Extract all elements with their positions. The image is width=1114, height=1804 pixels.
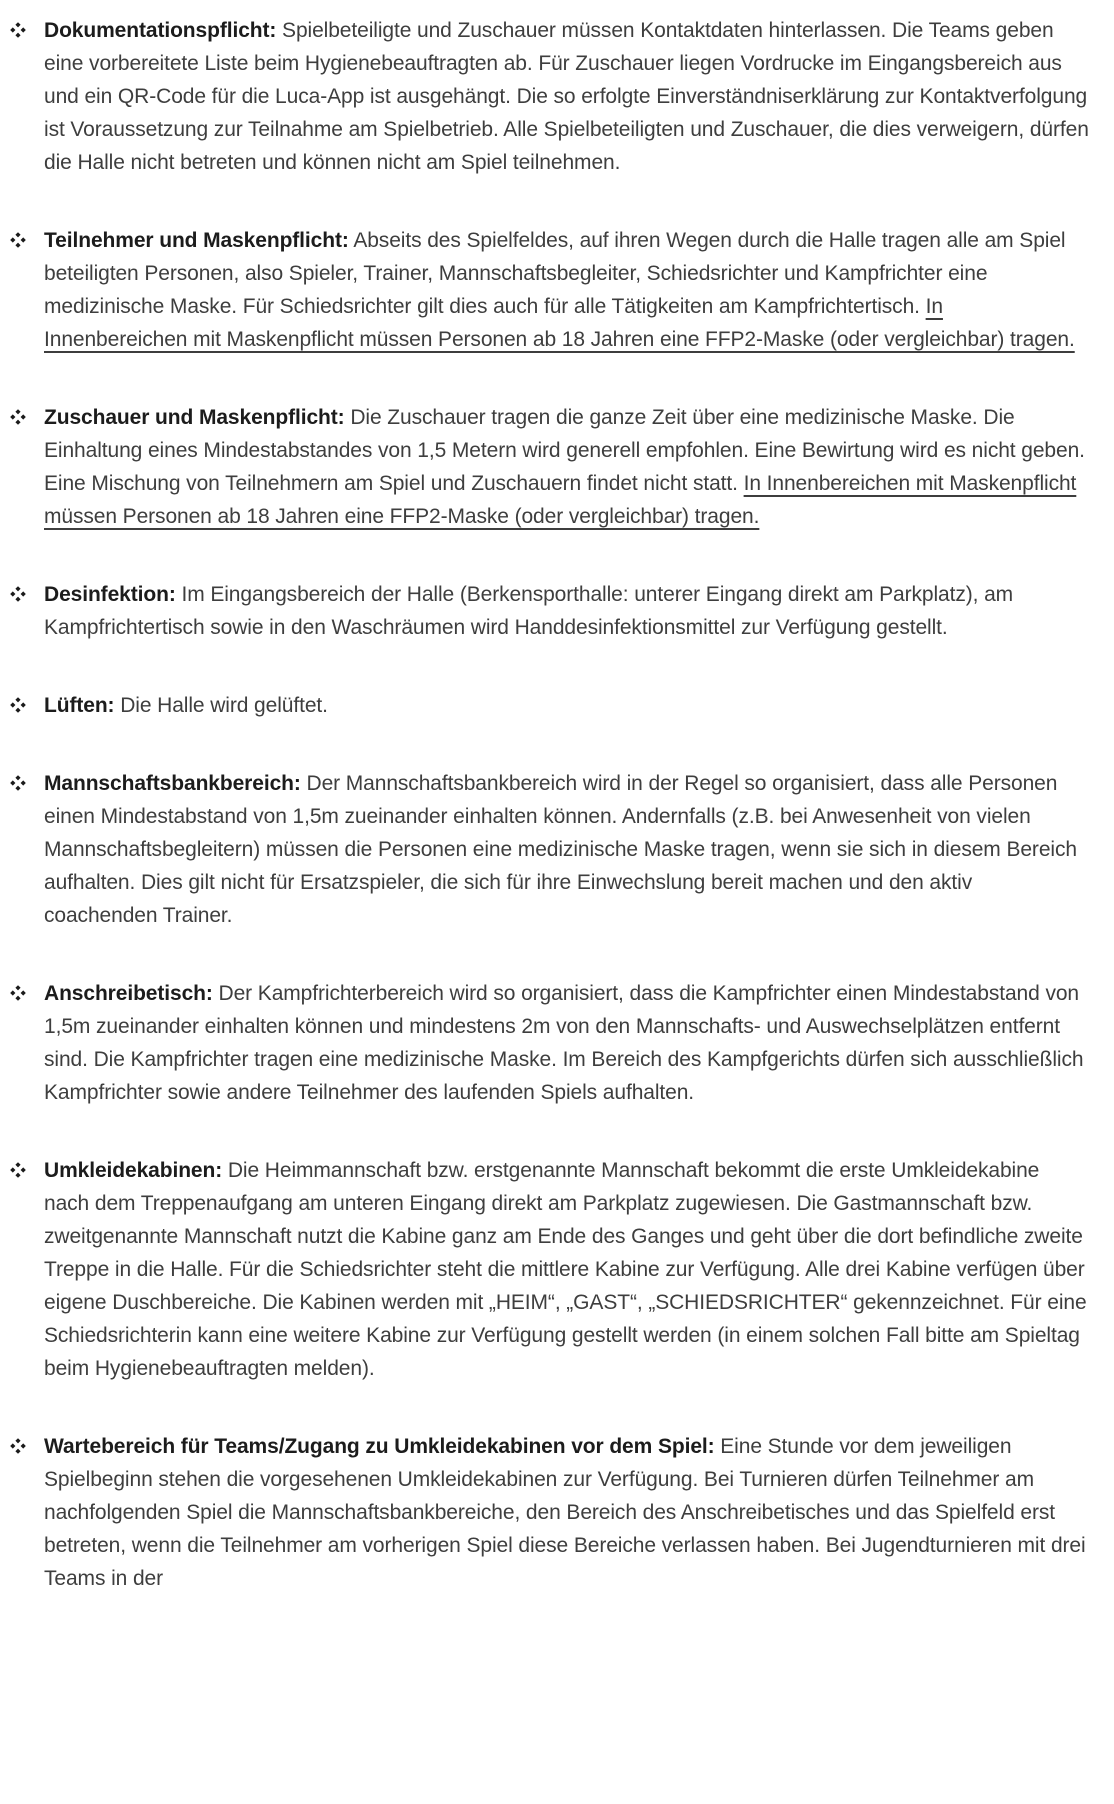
list-item — [10, 977, 1096, 1109]
section-paragraph — [44, 767, 1090, 932]
list-item — [10, 1154, 1096, 1385]
section-paragraph — [44, 1154, 1090, 1385]
section-paragraph — [44, 977, 1090, 1109]
list-item — [10, 14, 1096, 179]
diamond-cluster-bullet-icon — [10, 578, 44, 602]
diamond-cluster-bullet-icon — [10, 1154, 44, 1178]
section-title: Dokumentationspflicht: — [44, 19, 277, 42]
section-title: Lüften: — [44, 694, 115, 717]
section-body-text: Eine Stunde vor dem jeweiligen Spielbeginn stehen die vorgesehenen Umkleidekabinen zur Verfügung. Bei Turnieren dürfen Teilnehmer am nachfolgenden Spiel die Mannschaftsbankbereiche, den Bereich des Anschreibetisches und das Spielfeld erst betreten, wenn die Teilnehmer am vorherigen Spiel diese Bereiche verlassen haben. Bei Jugendturnieren mit drei Teams in der — [44, 1435, 1086, 1590]
section-paragraph — [44, 1430, 1090, 1595]
section-title: Mannschaftsbankbereich: — [44, 772, 301, 795]
section-body-text: Die Halle wird gelüftet. — [114, 694, 328, 717]
list-item — [10, 578, 1096, 644]
section-title: Wartebereich für Teams/Zugang zu Umkleidekabinen vor dem Spiel: — [44, 1435, 715, 1458]
section-title: Desinfektion: — [44, 583, 176, 606]
section-body-text: Die Heimmannschaft bzw. erstgenannte Mannschaft bekommt die erste Umkleidekabine nach dem Treppenaufgang am unteren Eingang direkt am Parkplatz zugewiesen. Die Gastmannschaft bzw. zweitgenannte Mannschaft nutzt die Kabine ganz am Ende des Ganges und geht über die dort befindliche zweite Treppe in die Halle. Für die Schiedsrichter steht die mittlere Kabine zur Verfügung. Alle drei Kabine verfügen über eigene Duschbereiche. Die Kabinen werden mit „HEIM“, „GAST“, „SCHIEDSRICHTER“ gekennzeichnet. Für eine Schiedsrichterin kann eine weitere Kabine zur Verfügung gestellt werden (in einem solchen Fall bitte am Spieltag beim Hygienebeauftragten melden). — [44, 1159, 1087, 1380]
section-body-text: Abseits des Spielfeldes, auf ihren Wegen durch die Halle tragen alle am Spiel beteiligten Personen, also Spieler, Trainer, Mannschaftsbegleiter, Schiedsrichter und Kampfrichter eine medizinische Maske. Für Schiedsrichter gilt dies auch für alle Tätigkeiten am Kampfrichtertisch. — [44, 229, 1066, 318]
section-paragraph — [44, 401, 1090, 533]
section-paragraph — [44, 689, 328, 722]
section-paragraph — [44, 578, 1090, 644]
section-underlined-text: In Innenbereichen mit Maskenpflicht müssen Personen ab 18 Jahren eine FFP2-Maske (oder vergleichbar) tragen. — [44, 295, 1075, 351]
hygiene-rules-list — [10, 14, 1096, 1595]
diamond-cluster-bullet-icon — [10, 977, 44, 1001]
section-title: Umkleidekabinen: — [44, 1159, 223, 1182]
list-item — [10, 689, 1096, 722]
diamond-cluster-bullet-icon — [10, 767, 44, 791]
section-title: Zuschauer und Maskenpflicht: — [44, 406, 345, 429]
diamond-cluster-bullet-icon — [10, 689, 44, 713]
section-body-text: Spielbeteiligte und Zuschauer müssen Kontaktdaten hinterlassen. Die Teams geben eine vorbereitete Liste beim Hygienebeauftragten ab. Für Zuschauer liegen Vordrucke im Eingangsbereich aus und ein QR-Code für die Luca-App ist ausgehängt. Die so erfolgte Einverständniserklärung zur Kontaktverfolgung ist Voraussetzung zur Teilnahme am Spielbetrieb. Alle Spielbeteiligten und Zuschauer, die dies verweigern, dürfen die Halle nicht betreten und können nicht am Spiel teilnehmen. — [44, 19, 1089, 174]
section-body-text: Der Kampfrichterbereich wird so organisiert, dass die Kampfrichter einen Mindestabstand von 1,5m zueinander einhalten können und mindestens 2m von den Mannschafts- und Auswechselplätzen entfernt sind. Die Kampfrichter tragen eine medizinische Maske. Im Bereich des Kampfgerichts dürfen sich ausschließlich Kampfrichter sowie andere Teilnehmer des laufenden Spiels aufhalten. — [44, 982, 1084, 1104]
list-item — [10, 224, 1096, 356]
diamond-cluster-bullet-icon — [10, 1430, 44, 1454]
diamond-cluster-bullet-icon — [10, 224, 44, 248]
list-item — [10, 767, 1096, 932]
list-item — [10, 1430, 1096, 1595]
section-underlined-text: In Innenbereichen mit Maskenpflicht müssen Personen ab 18 Jahren eine FFP2-Maske (oder vergleichbar) tragen. — [44, 472, 1077, 528]
section-paragraph — [44, 14, 1090, 179]
diamond-cluster-bullet-icon — [10, 14, 44, 38]
section-body-text: Im Eingangsbereich der Halle (Berkensporthalle: unterer Eingang direkt am Parkplatz), am Kampfrichtertisch sowie in den Waschräumen wird Handdesinfektionsmittel zur Verfügung gestellt. — [44, 583, 1014, 639]
section-body-text: Der Mannschaftsbankbereich wird in der Regel so organisiert, dass alle Personen einen Mindestabstand von 1,5m zueinander einhalten können. Andernfalls (z.B. bei Anwesenheit von vielen Mannschaftsbegleitern) müssen die Personen eine medizinische Maske tragen, wenn sie sich in diesem Bereich aufhalten. Dies gilt nicht für Ersatzspieler, die sich für ihre Einwechslung bereit machen und den aktiv coachenden Trainer. — [44, 772, 1077, 927]
section-title: Anschreibetisch: — [44, 982, 213, 1005]
section-paragraph — [44, 224, 1090, 356]
section-title: Teilnehmer und Maskenpflicht: — [44, 229, 349, 252]
diamond-cluster-bullet-icon — [10, 401, 44, 425]
list-item — [10, 401, 1096, 533]
section-body-text: Die Zuschauer tragen die ganze Zeit über eine medizinische Maske. Die Einhaltung eines Mindestabstandes von 1,5 Metern wird generell empfohlen. Eine Bewirtung wird es nicht geben. Eine Mischung von Teilnehmern am Spiel und Zuschauern findet nicht statt. — [44, 406, 1085, 495]
